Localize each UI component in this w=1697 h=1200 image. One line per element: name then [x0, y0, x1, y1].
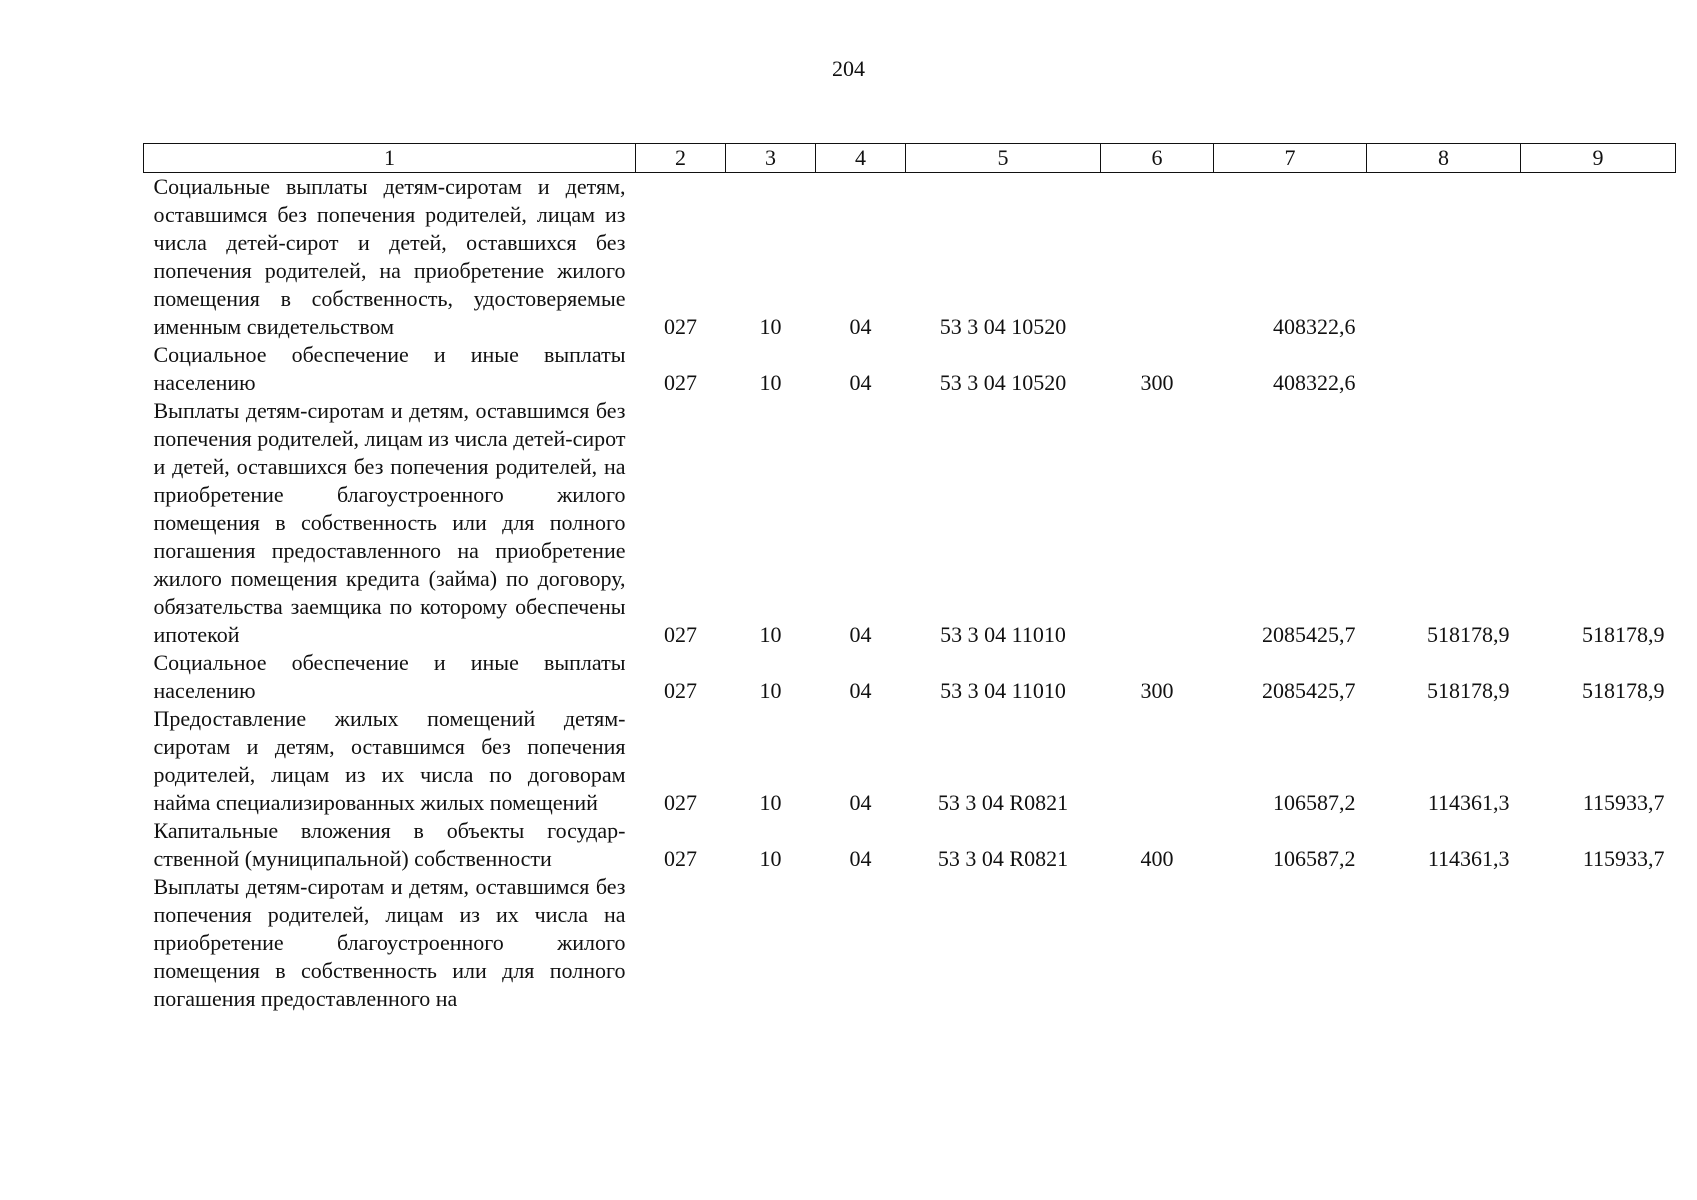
row-subsection-code [816, 873, 906, 1013]
row-target-article: 53 3 04 11010 [940, 622, 1066, 647]
row-description: Предоставление жилых помещений детям-сиротам и детям, оставшимся без попечения родителей, лицам из их числа по договорам найма специализированных жилых помещений [153, 706, 626, 815]
row-amount-year3 [1521, 873, 1676, 1013]
row-ved-code: 027 [664, 790, 697, 815]
row-amount-year1: 2085425,7 [1262, 678, 1356, 703]
table-row [144, 873, 1676, 1013]
row-section-code: 10 [759, 370, 782, 395]
row-section-code [726, 873, 816, 1013]
row-subsection-code: 04 [849, 314, 872, 339]
row-description: Капитальные вложения в объекты государственной (муниципальной) собственности [153, 818, 626, 871]
row-expense-type [1101, 397, 1214, 649]
row-amount-year2: 114361,3 [1427, 790, 1510, 815]
column-header-5: 5 [906, 144, 1101, 173]
row-expense-type: 400 [1140, 846, 1174, 871]
row-target-article: 53 3 04 10520 [939, 370, 1067, 395]
row-description: Выплаты детям-сиротам и детям, оставшимся без попечения родителей, лицам из числа детей-сирот и детей, оставшихся без попечения родителей, на приобретение благоустроенного жилого помещения в собственность или для полного погашения предоставленного на приобретение жилого помещения кредита (займа) по договору, обязательства заемщика по которому обеспечены ипотекой [153, 398, 626, 647]
row-amount-year3 [1521, 173, 1676, 342]
row-amount-year1: 408322,6 [1273, 314, 1356, 339]
row-target-article [906, 873, 1101, 1013]
table-row [144, 397, 1676, 649]
row-amount-year1: 106587,2 [1273, 846, 1356, 871]
row-subsection-code: 04 [849, 846, 872, 871]
row-amount-year2 [1367, 173, 1521, 342]
row-description: Выплаты детям-сиротам и детям, оставшимся без попечения родителей, лицам из их числа на приобретение благоустроенного жилого помещения в собственность или для полного погашения предоставленного на [153, 874, 626, 1011]
row-ved-code: 027 [664, 314, 697, 339]
row-amount-year2 [1367, 873, 1521, 1013]
row-expense-type [1101, 173, 1214, 342]
row-amount-year3 [1521, 341, 1676, 397]
row-amount-year2 [1367, 341, 1521, 397]
column-header-8: 8 [1367, 144, 1521, 173]
row-amount-year1: 408322,6 [1273, 370, 1356, 395]
row-expense-type [1101, 873, 1214, 1013]
row-ved-code: 027 [664, 678, 697, 703]
row-amount-year1 [1214, 873, 1367, 1013]
row-section-code: 10 [759, 314, 782, 339]
row-expense-type [1101, 705, 1214, 817]
row-expense-type: 300 [1140, 370, 1174, 395]
row-amount-year3: 518178,9 [1582, 622, 1665, 647]
column-header-4: 4 [816, 144, 906, 173]
table-row [144, 649, 1676, 705]
table-row [144, 817, 1676, 873]
row-amount-year3: 115933,7 [1582, 846, 1665, 871]
row-section-code: 10 [759, 846, 782, 871]
table-row [144, 705, 1676, 817]
row-ved-code: 027 [664, 370, 697, 395]
row-ved-code [636, 873, 726, 1013]
row-amount-year1: 106587,2 [1273, 790, 1356, 815]
row-target-article: 53 3 04 11010 [940, 678, 1066, 703]
page-number: 204 [832, 56, 865, 81]
column-header-9: 9 [1521, 144, 1676, 173]
row-description: Социальные выплаты детям-сиротам и детям, оставшимся без попечения родителей, лицам из числа детей-сирот и детей, оставшихся без попечения родителей, на приобретение жилого помещения в собственность, удостоверяемые именным свидетельством [153, 174, 626, 339]
column-header-6: 6 [1101, 144, 1214, 173]
row-amount-year2: 518178,9 [1427, 678, 1510, 703]
row-subsection-code: 04 [849, 370, 872, 395]
column-header-2: 2 [636, 144, 726, 173]
row-target-article: 53 3 04 R0821 [937, 790, 1069, 815]
table-row [144, 173, 1676, 342]
row-target-article: 53 3 04 R0821 [937, 846, 1069, 871]
row-section-code: 10 [759, 790, 782, 815]
column-header-3: 3 [726, 144, 816, 173]
row-amount-year1: 2085425,7 [1262, 622, 1356, 647]
row-subsection-code: 04 [849, 622, 872, 647]
row-amount-year3: 115933,7 [1582, 790, 1665, 815]
column-header-7: 7 [1214, 144, 1367, 173]
table-row [144, 341, 1676, 397]
row-section-code: 10 [759, 678, 782, 703]
budget-table [143, 143, 1676, 1013]
row-amount-year2: 518178,9 [1427, 622, 1510, 647]
row-amount-year2: 114361,3 [1427, 846, 1510, 871]
row-subsection-code: 04 [849, 678, 872, 703]
table-header-row [144, 144, 1676, 173]
row-description: Социальное обеспечение и иные выплаты населению [153, 342, 626, 395]
row-description: Социальное обеспечение и иные выплаты населению [153, 650, 626, 703]
row-amount-year3: 518178,9 [1582, 678, 1665, 703]
row-target-article: 53 3 04 10520 [939, 314, 1067, 339]
column-header-1: 1 [144, 144, 636, 173]
row-ved-code: 027 [664, 622, 697, 647]
row-section-code: 10 [759, 622, 782, 647]
row-expense-type: 300 [1140, 678, 1174, 703]
row-subsection-code: 04 [849, 790, 872, 815]
row-ved-code: 027 [664, 846, 697, 871]
